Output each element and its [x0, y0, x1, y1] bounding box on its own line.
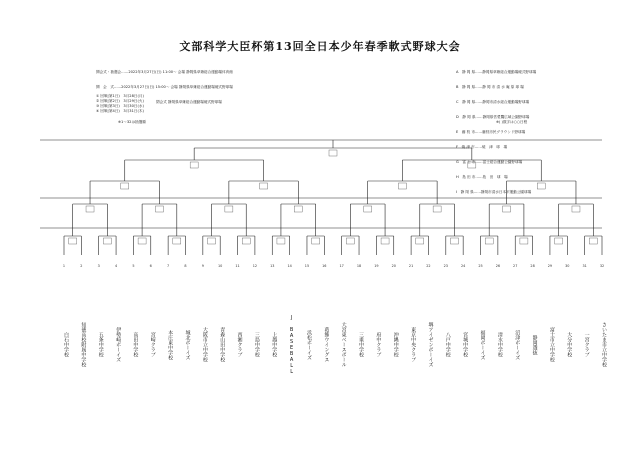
team-name: 沖縄中学校	[392, 332, 399, 357]
team-name: さいたま市立中学校	[601, 322, 607, 367]
team-number: 1	[62, 264, 66, 268]
team-name: 浜松ボーイズ	[305, 329, 312, 360]
team-number: 29	[547, 264, 553, 268]
match-box	[346, 238, 354, 244]
team-name: 静岡選抜	[531, 334, 538, 355]
team-name: 大分中学校	[566, 332, 573, 357]
match-box	[433, 206, 441, 212]
match-box	[572, 206, 580, 212]
match-box	[450, 238, 458, 244]
note-right: ※( )数字は○○日程	[496, 120, 528, 124]
team-number: 9	[201, 264, 204, 268]
venue-line: H 島 田 市……島 田 球 場	[456, 175, 508, 179]
team-number: 24	[460, 264, 466, 268]
match-box	[242, 238, 250, 244]
match-box	[416, 238, 424, 244]
team-name: 府中クラブ	[375, 332, 382, 357]
match-box	[208, 238, 216, 244]
team-name: 西湘クラブ	[236, 332, 243, 357]
team-number: 5	[132, 264, 135, 268]
venue-line: D 静 岡 県……静岡県営愛鷹広域公園野球場	[456, 115, 530, 119]
team-number: 14	[287, 264, 292, 268]
team-name: 白石中学校	[63, 332, 69, 357]
venue-line: E 藤 枝 市……藤枝市民グラウンド野球場	[456, 130, 526, 134]
venue-line: G 富 士 市……富士総合運動公園野球場	[456, 160, 523, 164]
match-box	[86, 206, 94, 212]
match-box	[520, 238, 528, 244]
match-box	[260, 183, 268, 189]
team-name: 東京中央クラブ	[410, 327, 417, 362]
team-number: 13	[270, 264, 275, 268]
team-number: 20	[391, 264, 396, 268]
team-name: 富士市立中学校	[548, 327, 555, 362]
team-name: 城北ボーイズ	[184, 329, 191, 360]
venue-line: I 静 岡 県……静岡市清水日本平運動公園球場	[456, 190, 532, 194]
schedule-line: 開会式・抽選会……2022年3月27日(日) 11:00〜 会場 静岡県草薙総合運動場体育館	[96, 70, 233, 74]
match-box	[329, 150, 337, 156]
schedule-line: 開 会 式……2022年3月27日(日) 15:00〜 会場 静岡県草薙総合運動場硬式野球場	[96, 85, 233, 89]
match-box	[155, 206, 163, 212]
match-box	[468, 162, 476, 168]
round-line: ③ 回戦(第3日) 3月30日(水)	[96, 104, 144, 108]
team-number: 12	[252, 264, 258, 268]
team-name: 一宮クラブ	[583, 332, 590, 357]
team-number: 31	[582, 264, 587, 268]
team-name: J BASEBALL	[288, 314, 295, 375]
team-number: 22	[426, 264, 431, 268]
team-number: 18	[356, 264, 362, 268]
team-name: 知徳高校附属中学校	[80, 322, 87, 367]
team-list	[0, 264, 640, 424]
team-number: 3	[97, 264, 100, 268]
team-number: 11	[235, 264, 240, 268]
team-number: 28	[530, 264, 535, 268]
team-name: 伊勢崎ボーイズ	[115, 327, 122, 362]
schedule-line: 閉会式 静岡県草薙総合運動場硬式野球場	[156, 100, 222, 104]
team-number: 23	[443, 264, 448, 268]
match-box	[294, 206, 302, 212]
team-name: 高田中学校	[132, 332, 139, 357]
team-number: 21	[408, 264, 414, 268]
note-left: ※1〜32は抽選順	[118, 120, 146, 124]
match-box	[398, 183, 406, 189]
team-number: 10	[218, 264, 223, 268]
match-box	[381, 238, 389, 244]
round-line: ④ 回戦(第4日) 3月31日(木)	[96, 109, 144, 113]
page-title: 文部科学大臣杯第13回全日本少年春季軟式野球大会	[179, 40, 461, 53]
match-box	[190, 162, 198, 168]
team-name: 宮城中学校	[462, 332, 469, 357]
venue-line: A 静 岡 県……静岡県草薙総合運動場硬式野球場	[456, 70, 537, 74]
venue-line: F 焼 津 市……焼 津 球 場	[456, 145, 508, 149]
match-box	[537, 183, 545, 189]
team-name: 宮崎クラブ	[149, 332, 156, 357]
match-box	[121, 183, 129, 189]
match-box	[69, 238, 77, 244]
team-name: 青森山田中学校	[219, 327, 226, 362]
team-name: 本庄東中学校	[167, 329, 174, 360]
team-number: 2	[80, 264, 83, 268]
match-box	[103, 238, 111, 244]
team-number: 6	[149, 264, 152, 268]
team-number: 16	[322, 264, 327, 268]
team-number: 26	[495, 264, 501, 268]
team-number: 7	[167, 264, 170, 268]
team-name: 三島中学校	[253, 332, 260, 357]
match-box	[277, 238, 285, 244]
round-line: ① 回戦(第1日) 3月28日(月)	[96, 94, 144, 98]
team-name: 上越中学校	[271, 332, 278, 357]
team-number: 4	[114, 264, 118, 268]
team-number: 30	[565, 264, 570, 268]
match-box	[589, 238, 597, 244]
team-name: 堺アイゼンボーイズ	[427, 322, 434, 367]
match-box	[225, 206, 233, 212]
round-line: ② 回戦(第2日) 3月29日(火)	[96, 99, 144, 103]
team-number: 19	[374, 264, 379, 268]
match-box	[485, 238, 493, 244]
team-number: 8	[184, 264, 187, 268]
team-name: 三重中学校	[358, 332, 365, 357]
team-name: 八戸中学校	[444, 332, 451, 357]
match-box	[364, 206, 372, 212]
team-name: 葛飾ウイングス	[323, 327, 330, 362]
match-box	[173, 238, 181, 244]
team-number: 27	[513, 264, 518, 268]
match-box	[138, 238, 146, 244]
team-number: 25	[478, 264, 483, 268]
team-name: 清水中学校	[496, 332, 503, 357]
team-number: 17	[339, 264, 344, 268]
match-box	[503, 206, 511, 212]
team-name: 五条中学校	[97, 332, 104, 357]
venue-line: B 静 岡 県……静 岡 市 清 水 庵 原 球 場	[456, 85, 524, 89]
venue-line: C 静 岡 県……静岡市清水総合運動場野球場	[456, 100, 530, 104]
team-name: 大宮東ベースボール	[340, 322, 347, 367]
team-name: 沼津ボーイズ	[514, 329, 521, 360]
match-box	[555, 238, 563, 244]
team-name: 福岡ボーイズ	[479, 329, 486, 360]
match-box	[312, 238, 320, 244]
team-number: 32	[599, 264, 605, 268]
team-number: 15	[304, 264, 310, 268]
team-name: 大阪市立中学校	[201, 327, 208, 362]
